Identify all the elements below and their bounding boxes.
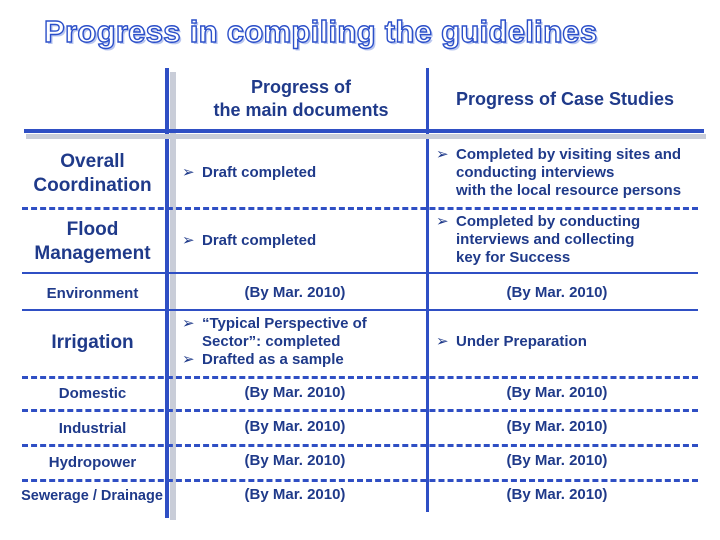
cell-main-domestic: (By Mar. 2010) [244,384,346,401]
header-case-studies: Progress of Case Studies [455,89,675,109]
row-label-domestic: Domestic [58,385,127,402]
cell-case-hydropower: (By Mar. 2010) [506,452,608,469]
header-divider-shadow [26,134,706,139]
cell-case-environment: (By Mar. 2010) [506,284,608,301]
row-divider [22,207,698,210]
row-label-overall-coordination [20,150,165,198]
row-label-line2: Coordination [33,175,152,196]
cell-text: Under Preparation [456,333,587,350]
cell-text: interviews and collecting [456,231,635,248]
cell-case-flood [436,213,640,267]
cell-text: “Typical Perspective of [202,315,367,332]
cell-text: Completed by conducting [456,213,641,230]
header-main-documents [176,76,426,122]
cell-text: Draft completed [202,232,317,249]
row-divider [22,376,698,379]
cell-text: key for Success [456,249,571,266]
bullet-arrow-icon: ➢ [182,351,195,368]
cell-case-industrial: (By Mar. 2010) [506,418,608,435]
cell-main-irrigation [182,315,367,369]
cell-text: with the local resource persons [456,182,682,199]
row-divider [22,409,698,412]
cell-text: Draft completed [202,164,317,181]
row-label-flood-management [20,218,165,266]
cell-main-hydropower: (By Mar. 2010) [244,452,346,469]
cell-case-domestic: (By Mar. 2010) [506,384,608,401]
cell-text: Sector”: completed [202,333,341,350]
cell-main-sewerage: (By Mar. 2010) [244,486,346,503]
cell-text: Completed by visiting sites and [456,146,682,163]
row-divider [22,444,698,447]
header-main-line1: Progress of [250,77,352,97]
row-label-sewerage-drainage: Sewerage / Drainage [21,488,163,504]
header-divider [24,129,704,133]
row-label-irrigation: Irrigation [51,332,134,353]
cell-main-overall [182,164,316,182]
row-label-environment: Environment [46,285,139,302]
cell-case-irrigation [436,333,587,351]
bullet-arrow-icon: ➢ [436,146,449,163]
cell-main-industrial: (By Mar. 2010) [244,418,346,435]
row-label-line1: Flood [66,219,119,240]
cell-main-flood [182,232,316,250]
cell-main-environment: (By Mar. 2010) [244,284,346,301]
bullet-arrow-icon: ➢ [182,232,195,249]
header-main-line2: the main documents [213,100,389,120]
row-label-line2: Management [34,243,151,264]
page-title: Progress in compiling the guidelines [44,14,598,49]
bullet-arrow-icon: ➢ [182,315,195,332]
cell-text: conducting interviews [456,164,615,181]
cell-case-overall [436,146,681,200]
row-label-industrial: Industrial [58,420,127,437]
cell-case-sewerage: (By Mar. 2010) [506,486,608,503]
row-divider [22,272,698,274]
row-label-line1: Overall [60,151,125,172]
cell-text: Drafted as a sample [202,351,344,368]
row-divider [22,309,698,311]
row-label-hydropower: Hydropower [48,454,137,471]
bullet-arrow-icon: ➢ [182,164,195,181]
bullet-arrow-icon: ➢ [436,333,449,350]
bullet-arrow-icon: ➢ [436,213,449,230]
row-divider [22,479,698,482]
